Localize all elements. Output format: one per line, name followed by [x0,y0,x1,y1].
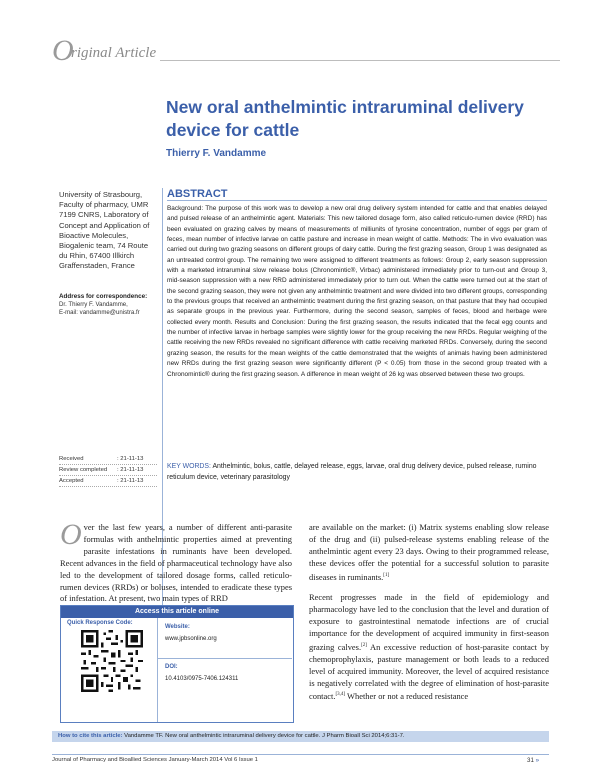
paragraph-text: Whether or not a reduced resistance [345,691,469,702]
cite-text: Vandamme TF. New oral anthelmintic intraruminal delivery device for cattle. J Pharm Bioall Sci 2014;6:31-7. [122,733,405,739]
date-row-received [59,454,157,465]
qr-label: Quick Response Code: [67,620,133,626]
body-column-1 [60,518,292,605]
keywords [167,462,547,483]
body-text: ver the last few years, a number of different anti-parasite formulas with anthelmintic properties aimed at preventing parasite infestations in ruminants have been developed. Recent advances in the field of pharmaceutical technology have also led to the development of tailored dosage forms, called reticulo-rumen devices (RRDs) or boluses, intended to eradicate these types of infestation. At present, two main types of RRD [60,522,292,604]
citation-ref[interactable]: [1] [383,572,390,578]
article-dates [59,454,157,487]
keywords-heading: KEY WORDS: [167,463,211,470]
article-title: New oral anthelmintic intraruminal delivery device for cattle [166,97,524,140]
body-column-2 [309,522,549,712]
website-label: Website: [165,624,190,630]
correspondence-block [59,301,161,317]
author-name: Thierry F. Vandamme [166,148,267,159]
box-divider [157,618,158,722]
keywords-text: Anthelmintic, bolus, cattle, delayed release, eggs, larvae, oral drug delivery device, pulsed release, rumino reticulum device, veterinary parasitology [167,463,537,481]
how-to-cite [52,731,549,742]
website-link[interactable]: www.jpbsonline.org [165,636,217,642]
doi-link[interactable]: 10.4103/0975-7406.124311 [165,676,239,682]
date-label: Review completed [59,467,108,473]
page-number-value: 31 [527,757,534,764]
date-value: : 21-11-13 [117,478,144,484]
citation-ref[interactable]: [3,4] [335,692,346,698]
date-value: : 21-11-13 [117,456,144,462]
page-arrow-icon: » [535,757,540,764]
body-paragraph [309,592,549,703]
abstract-text: Background: The purpose of this work was to develop a new oral drug delivery system intended for cattle and that enables delayed and pulsed release of an anthelmintic agent. Materials: This new tailored dosage form, also called reticulo-rumen device (RRD) has been evaluated on grazing calves by means of measurements of milliunits of tyrosine concentration, number of eggs per gram of feces, mean number of infective larvae on cattle pasture and increase in mean weight of cattle. Methods: The in vivo evaluation was carried out during two grazing seasons on different groups of dairy cattle. During the first grazing season, Group 1 was designated as an untreated control group. The remaining two were assigned to different treatments as follows: Group 2, early season suppression with a marketed intraruminal slow release bolus (Chronomintic®, Virbac) administered immediately prior to turn-out and Group 3, mid-season suppression with a new RRD administered immediately prior to turn out. When the cattle were turned out at the start of the second grazing season, they were not given any anthelmintic treatment and were divided into two different groups, corresponding to the previous groups that received an anthelmintic treatment during the first grazing season, on that pasture that they had occupied as separate groups in the previous year. Furthermore, during the second season, samples of feces, blood and herbage were collected every month. Results and Conclusion: During the first grazing season, the results indicated that the fecal egg counts and the number of infective larvae in herbage samples were slightly lower for the group receiving the new RRDs. Regular weighing of the cattle receiving the new RRDs revealed no significant difference with cattle receiving marketed RRDs. Conversely, during the second grazing season, the results for the mean weights of the cattle demonstrated that the weights of animals having been administered new RRDs during the first grazing season were significantly different (P < 0.05) from those in the second group treated with a Chronomintic® during the first grazing season. A difference in mean weight of 26 kg was observed between these two groups. [167,205,547,378]
page-number [527,757,539,764]
paragraph-text: An excessive reduction of host-parasite contact by chemoprophylaxis, pasture management or both leads to a reduced level of acquired immunity. Moreover, the level of acquired resistance is negatively correlated with the degree of elimination of host-parasite contact. [309,641,549,702]
affiliation: University of Strasbourg, Faculty of pharmacy, UMR 7199 CNRS, Laboratory of Concept and Application of Bioactive Molecules, Biogalenic team, 74 Route du Rhin, 67400 Illkirch Graffenstaden, France [59,190,150,271]
footer-rule [52,754,549,755]
date-label: Accepted [59,478,84,484]
correspondence-heading: Address for correspondence: [59,293,148,300]
box-divider-horizontal [158,658,292,659]
date-value: : 21-11-13 [117,467,144,473]
section-initial: O [52,34,74,67]
correspondence-email[interactable]: E-mail: vandamme@unistra.fr [59,309,140,316]
drop-cap: O [60,518,82,551]
access-article-box [60,605,294,723]
abstract-rule [167,200,547,201]
header-rule [160,60,560,61]
access-heading: Access this article online [61,606,293,618]
journal-footer: Journal of Pharmacy and Bioallied Sciences January-March 2014 Vol 6 Issue 1 [52,757,258,763]
cite-label: How to cite this article: [58,733,123,739]
doi-label: DOI: [165,664,178,670]
date-label: Received [59,456,84,462]
date-row-review [59,465,157,476]
paragraph-text: are available on the market: (i) Matrix systems enabling slow release of the drug and (ii) pulsed-release systems enabling release of the anthelmintic agent every 23 days. Owing to their programmed release, these devices offer the potential for a successful solution to parasite diseases in ruminants. [309,522,549,582]
date-row-accepted [59,476,157,487]
paragraph-text: Recent progresses made in the field of epidemiology and pharmacology have led to the conclusion that the level and duration of exposure to gastrointestinal nematode infections are of crucial importance for the development of acquired immunity in first-season grazing calves. [309,592,549,652]
citation-ref[interactable]: [2] [361,642,367,648]
section-label: riginal Article [71,45,157,61]
abstract-heading: ABSTRACT [167,188,228,200]
qr-code-icon[interactable] [81,630,143,692]
correspondence-name: Dr. Thierry F. Vandamme, [59,301,128,308]
body-paragraph [309,522,549,583]
